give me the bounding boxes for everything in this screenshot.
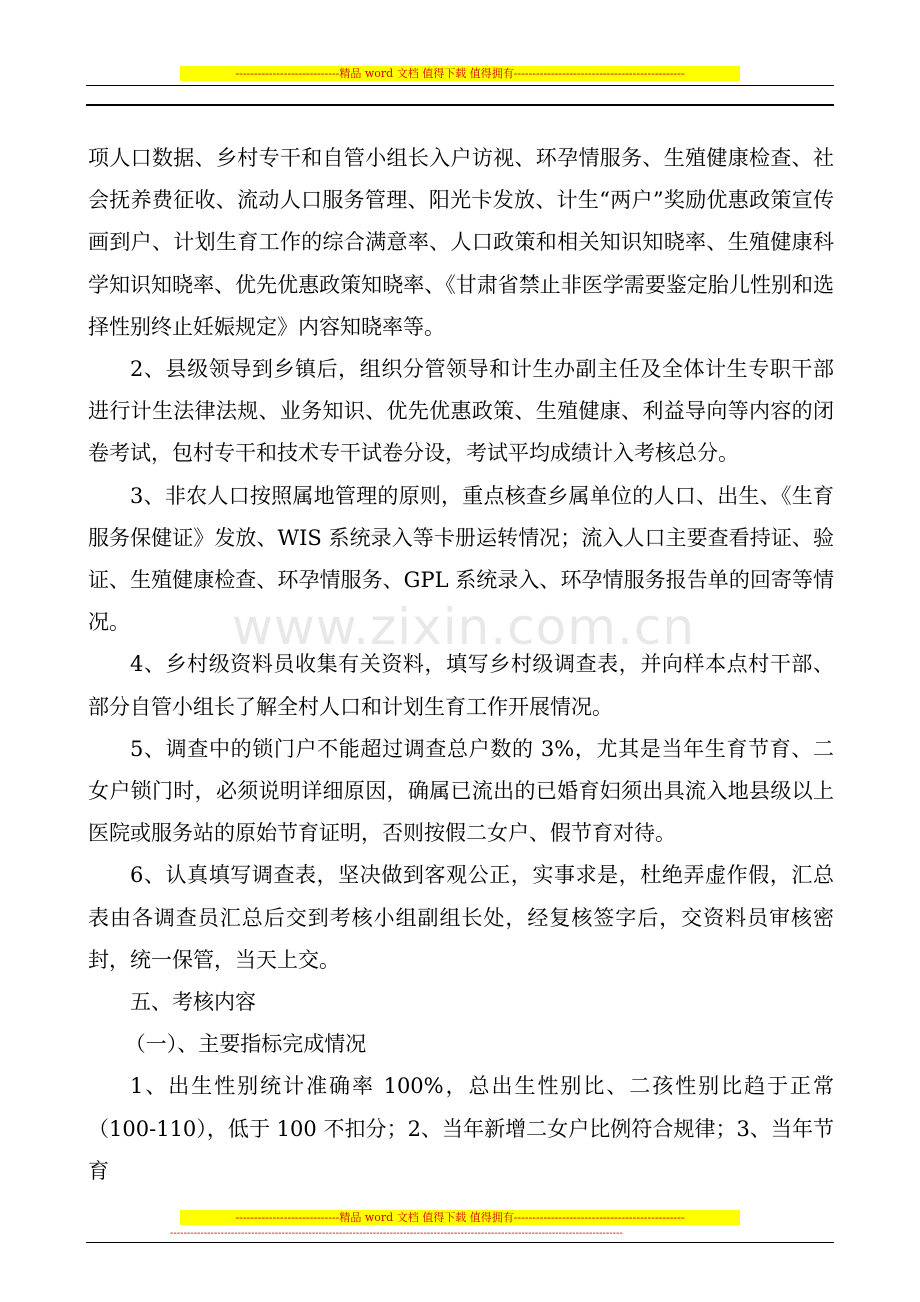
footer-dash-line: --------------------------------------------------------------------------------------------------------------------------------------	[170, 1228, 623, 1239]
footer-rule	[86, 1242, 834, 1243]
header-rule-thick	[86, 104, 834, 106]
paragraph-item-6: 6、认真填写调查表，坚决做到客观公正，实事求是，杜绝弄虚作假，汇总表由各调查员汇总后交到考核小组副组长处，经复核签字后，交资料员审核密封，统一保管，当天上交。	[88, 863, 834, 972]
watermark: www.zixin.com.cn	[232, 598, 696, 656]
paragraph-continuation: 项人口数据、乡村专干和自管小组长入户访视、环孕情服务、生殖健康检查、社会抚养费征收、流动人口服务管理、阳光卡发放、计生“两户”奖励优惠政策宣传画到户、计划生育工作的综合满意率、人口政策和相关知识知晓率、生殖健康科学知识知晓率、优先优惠政策知晓率、《甘肃省禁止非医学需要鉴定胎儿性别和选择性别终止妊娠规定》内容知晓率等。	[88, 146, 834, 339]
section-heading: 五、考核内容	[130, 990, 256, 1015]
document-body	[88, 137, 834, 1192]
paragraph-item-4: 4、乡村级资料员收集有关资料，填写乡村级调查表，并向样本点村干部、部分自管小组长了解全村人口和计划生育工作开展情况。	[88, 652, 834, 719]
paragraph-item-2: 2、县级领导到乡镇后，组织分管领导和计生办副主任及全体计生专职干部进行计生法律法规、业务知识、优先优惠政策、生殖健康、利益导向等内容的闭卷考试，包村专干和技术专干试卷分设，考试平均成绩计入考核总分。	[88, 357, 834, 466]
header-banner: ----------------------------精品 word 文档 值得下载 值得拥有----------------------------------------------	[180, 66, 740, 81]
paragraph-indicators: 1、出生性别统计准确率 100%，总出生性别比、二孩性别比趋于正常（100-110），低于 100 不扣分；2、当年新增二女户比例符合规律；3、当年节育	[88, 1074, 834, 1183]
paragraph-item-5: 5、调查中的锁门户不能超过调查总户数的 3%，尤其是当年生育节育、二女户锁门时，必须说明详细原因，确属已流出的已婚育妇须出具流入地县级以上医院或服务站的原始节育证明，否则按假二女户、假节育对待。	[88, 736, 834, 846]
subsection-heading: （一）、主要指标完成情况	[124, 1032, 367, 1057]
header-rule-thin	[86, 85, 834, 86]
footer-banner: ----------------------------精品 word 文档 值得下载 值得拥有----------------------------------------------	[180, 1210, 740, 1225]
paragraph-item-3: 3、非农人口按照属地管理的原则，重点核查乡属单位的人口、出生、《生育服务保健证》发放、WIS 系统录入等卡册运转情况；流入人口主要查看持证、验证、生殖健康检查、环孕情服务、GPL 系统录入、环孕情服务报告单的回寄等情况。	[88, 483, 834, 635]
